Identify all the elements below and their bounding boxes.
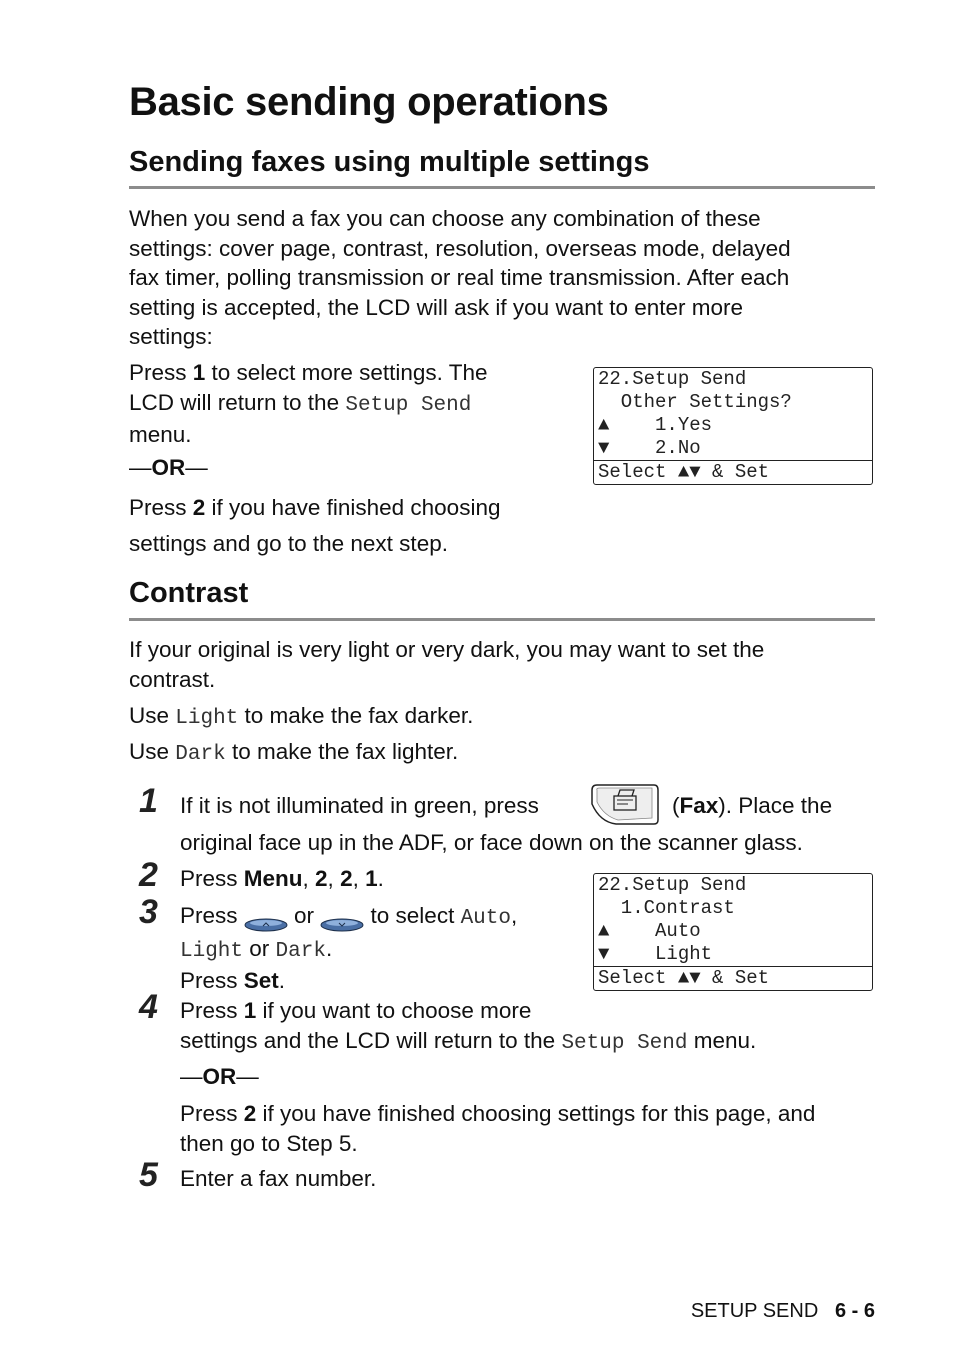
use-light-line: Use Light to make the fax darker. — [129, 703, 474, 730]
lcd-display-other-settings: 22.Setup Send Other Settings? ▲ 1.Yes ▼ 2.No Select ▲▼ & Set — [593, 367, 873, 485]
lcd-menu-name: Setup Send — [345, 393, 472, 417]
page-footer — [691, 1300, 875, 1323]
lcd-display-contrast: 22.Setup Send 1.Contrast ▲ Auto ▼ Light Select ▲▼ & Set — [593, 873, 873, 991]
section-rule — [129, 186, 875, 189]
nav-left-button-icon — [244, 910, 288, 924]
use-dark-line: Use Dark to make the fax lighter. — [129, 739, 459, 766]
section-heading-contrast: Contrast — [129, 577, 249, 609]
down-arrow-icon: ▼ — [598, 437, 610, 459]
intro-line: setting is accepted, the LCD will ask if you want to enter more — [129, 294, 744, 320]
step-number: 1 — [139, 782, 158, 820]
press1-instruction: Press 1 to select more settings. The LCD will return to the Setup Send menu. — [129, 360, 488, 447]
key-2: 2 — [192, 495, 206, 520]
section2-intro: If your original is very light or very dark, you may want to set the contrast. — [129, 637, 765, 692]
page-title: Basic sending operations — [129, 80, 609, 124]
intro-line: fax timer, polling transmission or real time transmission. After each — [129, 265, 790, 290]
press2-instruction: Press 2 if you have finished choosing settings and go to the next step. — [129, 495, 501, 556]
step-number: 3 — [139, 893, 158, 931]
step-4-text: Press 1 if you want to choose more settings and the LCD will return to the Setup Send menu. — [180, 998, 757, 1055]
step-number: 2 — [139, 856, 158, 894]
menu-key: Menu — [243, 866, 303, 891]
section-rule — [129, 618, 875, 621]
page-number: 6 - 6 — [834, 1300, 875, 1322]
fax-button-icon — [588, 782, 660, 826]
up-down-arrows-icon: ▲▼ — [677, 967, 701, 989]
up-arrow-icon: ▲ — [598, 414, 610, 436]
step-number: 4 — [139, 988, 158, 1026]
step-2-text: Press Menu, 2, 2, 1. — [180, 866, 384, 891]
step-3-text: Press or to select Auto, Light or Dark. Press Set. — [180, 903, 518, 993]
step-5-text: Enter a fax number. — [180, 1166, 377, 1191]
section-heading-multiple-settings: Sending faxes using multiple settings — [129, 146, 650, 178]
or-separator: —OR— — [129, 455, 208, 480]
up-arrow-icon: ▲ — [598, 920, 610, 942]
step-1-text: If it is not illuminated in green, press — [180, 793, 539, 818]
intro-line: settings: — [129, 324, 213, 349]
or-separator: —OR— — [180, 1064, 259, 1089]
step-number: 5 — [139, 1156, 158, 1194]
step-1-line2: original face up in the ADF, or face down on the scanner glass. — [180, 830, 803, 855]
nav-right-button-icon — [320, 910, 364, 924]
set-key: Set — [243, 968, 279, 993]
up-down-arrows-icon: ▲▼ — [677, 461, 701, 483]
step-4-option-2: Press 2 if you have finished choosing settings for this page, and then go to Step 5. — [180, 1101, 816, 1156]
section1-intro — [129, 204, 791, 352]
footer-section: SETUP SEND — [690, 1300, 819, 1322]
down-arrow-icon: ▼ — [598, 943, 610, 965]
step-1-fax-key: (Fax). Place the — [672, 793, 833, 818]
intro-line: When you send a fax you can choose any combination of these — [129, 206, 761, 231]
key-1: 1 — [192, 360, 206, 385]
intro-line: settings: cover page, contrast, resolution, overseas mode, delayed — [129, 235, 791, 261]
